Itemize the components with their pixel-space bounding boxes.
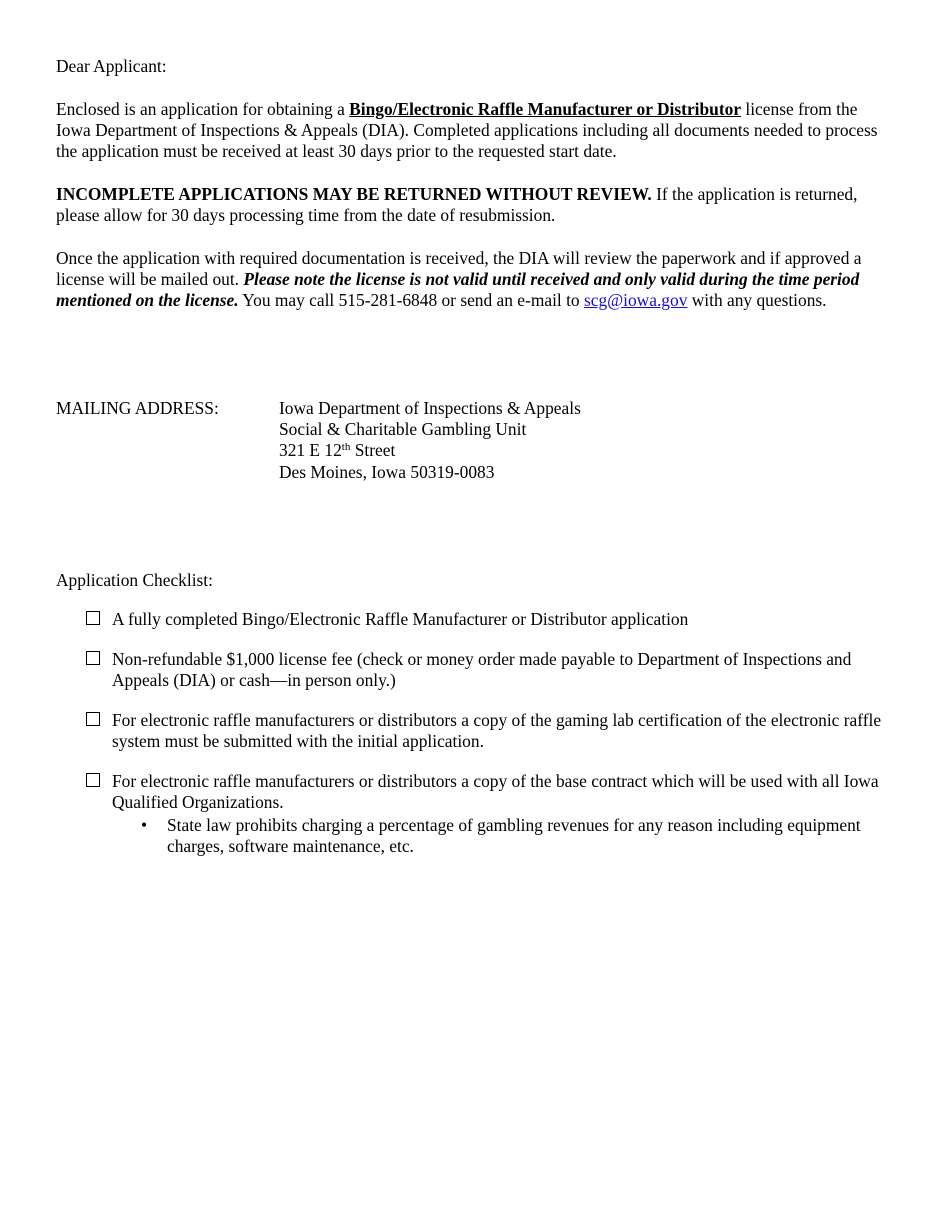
checklist-item-text: For electronic raffle manufacturers or distributors a copy of the gaming lab certification of the electronic raffle system must be submitted with the initial application.: [112, 710, 882, 752]
address-line-2: Social & Charitable Gambling Unit: [279, 419, 527, 440]
contact-text: You may call 515-281-6848 or send an e-mail to: [238, 290, 584, 311]
checklist-item-text: A fully completed Bingo/Electronic Raffle Manufacturer or Distributor application: [112, 609, 689, 629]
checklist-title: Application Checklist:: [56, 570, 213, 590]
address-line-3: [279, 440, 581, 461]
resubmission-text: If the application is returned, please allow for 30 days processing time from the date of resubmission.: [56, 184, 858, 226]
incomplete-warning: INCOMPLETE APPLICATIONS MAY BE RETURNED WITHOUT REVIEW.: [56, 184, 652, 204]
checklist-item-text: Non-refundable $1,000 license fee (check or money order made payable to Department of Inspections and Appeals (DIA) or cash—in person only.): [112, 649, 852, 691]
checkbox[interactable]: [86, 773, 100, 787]
incomplete-warning-paragraph: [56, 184, 896, 226]
checkbox[interactable]: [86, 611, 100, 625]
checkbox[interactable]: [86, 651, 100, 665]
address-line-1: Iowa Department of Inspections & Appeals: [279, 398, 581, 418]
bullet-point: •: [141, 815, 148, 835]
checklist-item-text: For electronic raffle manufacturers or distributors a copy of the base contract which will be used with all Iowa Qualified Organizations.: [112, 771, 879, 813]
mailing-address-label: MAILING ADDRESS:: [56, 398, 219, 418]
street-number: 321 E 12: [279, 440, 342, 461]
license-type: Bingo/Electronic Raffle Manufacturer or Distributor: [349, 99, 742, 119]
review-paragraph: [56, 248, 896, 312]
address-line-4: Des Moines, Iowa 50319-0083: [279, 461, 495, 482]
salutation: Dear Applicant:: [56, 56, 167, 76]
street-name: Street: [350, 440, 396, 461]
intro-paragraph: [56, 99, 896, 163]
intro-text-pre: Enclosed is an application for obtaining a: [56, 99, 350, 119]
bullet-text: State law prohibits charging a percentage of gambling revenues for any reason including equipment charges, software maintenance, etc.: [167, 815, 861, 857]
email-link[interactable]: scg@iowa.gov: [583, 290, 688, 311]
validity-note: Please note the license is not valid until received and only valid during the time period mentioned on the license.: [56, 269, 860, 311]
review-text-pre: Once the application with required documentation is received, the DIA will review the paperwork and if approved a license will be mailed out.: [56, 248, 862, 290]
checkbox[interactable]: [86, 712, 100, 726]
mailing-address: [279, 398, 581, 483]
intro-text-post: license from the Iowa Department of Inspections & Appeals (DIA). Completed applications including all documents needed to process the application must be received at least 30 days prior to the requested start date.: [56, 99, 878, 162]
closing-text: with any questions.: [687, 290, 827, 311]
ordinal-suffix: th: [341, 441, 351, 454]
